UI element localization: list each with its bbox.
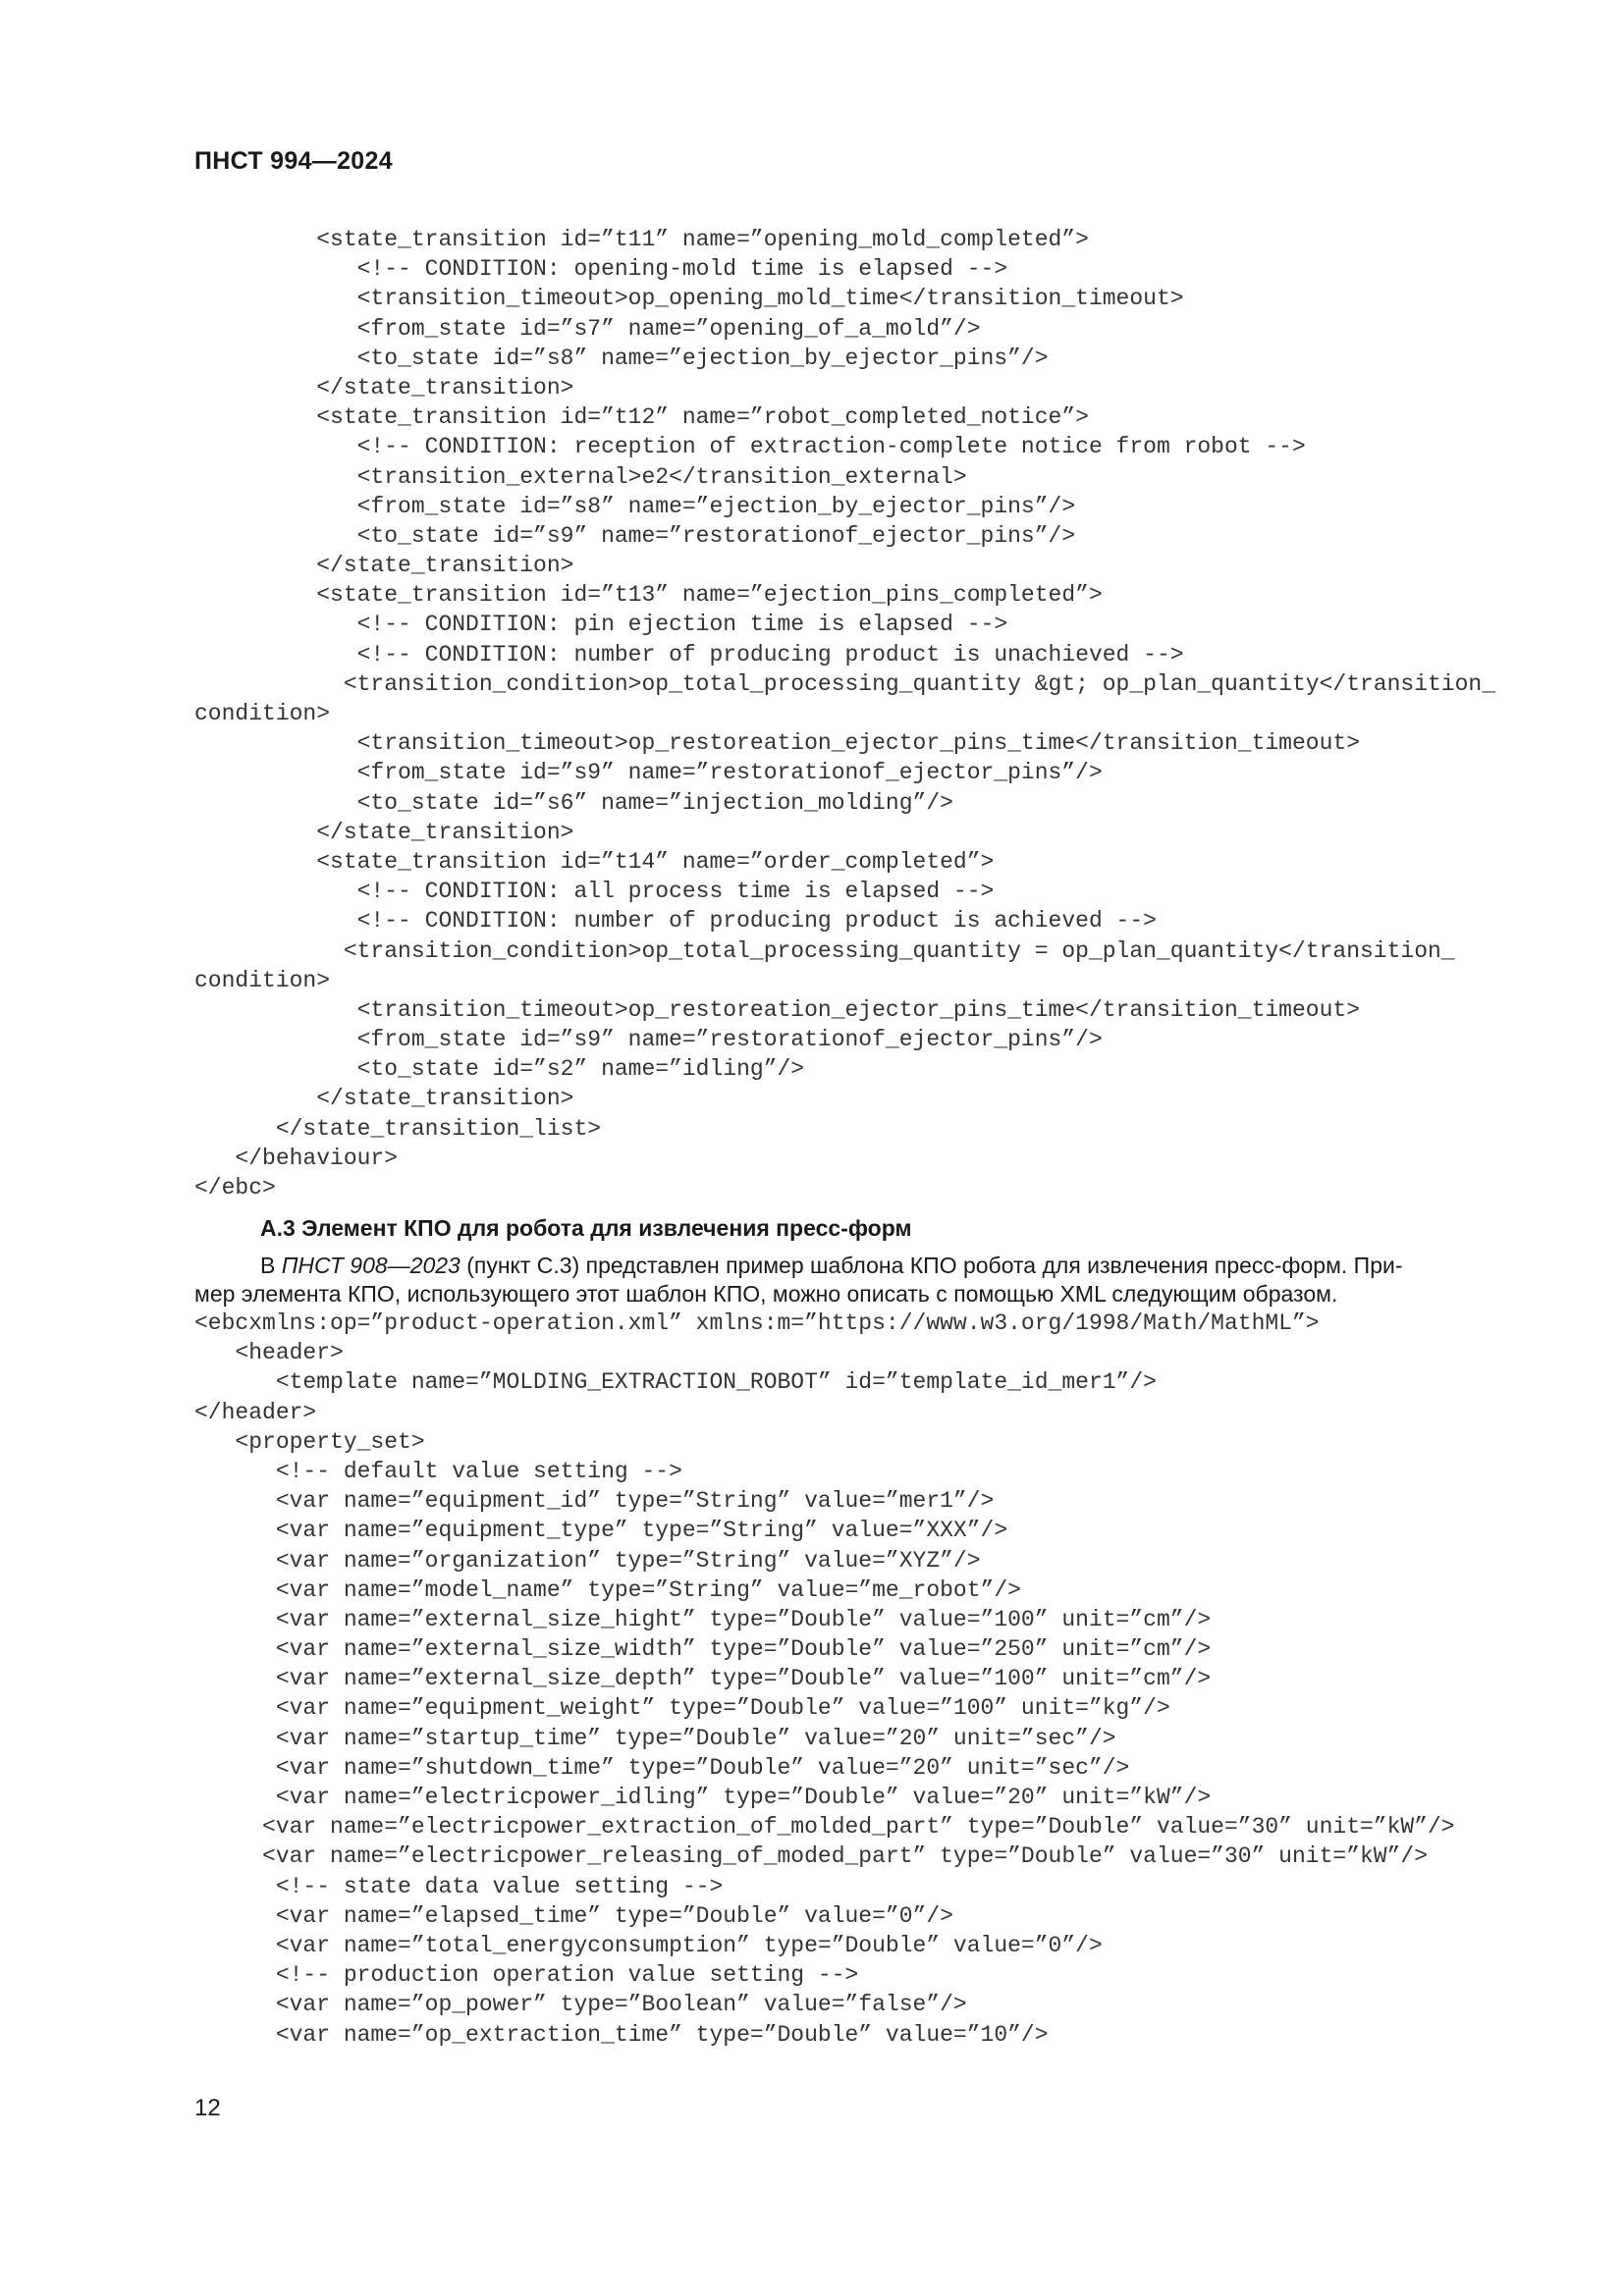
code-line: <var name=”equipment_id” type=”String” value=”mer1”/> <box>194 1488 995 1515</box>
code-line: <var name=”elapsed_time” type=”Double” value=”0”/> <box>194 1902 953 1929</box>
code-line: <state_transition id=”t14” name=”order_completed”> <box>194 848 995 875</box>
section-heading: А.3 Элемент КПО для робота для извлечения пресс-форм <box>260 1215 912 1241</box>
code-line: <!-- production operation value setting --> <box>194 1962 859 1989</box>
code-line: </state_transition> <box>194 819 574 845</box>
code-line: <var name=”electricpower_releasing_of_moded_part” type=”Double” value=”30” unit=”kW”/> <box>194 1843 1429 1870</box>
code-line: <to_state id=”s2” name=”idling”/> <box>194 1056 805 1083</box>
code-line: </behaviour> <box>194 1145 399 1171</box>
code-line: <!-- CONDITION: number of producing product is achieved --> <box>194 908 1157 934</box>
code-line: <var name=”total_energyconsumption” type=”Double” value=”0”/> <box>194 1932 1103 1958</box>
code-line: <var name=”equipment_type” type=”String” value=”XXX”/> <box>194 1518 1008 1544</box>
code-line: <var name=”op_extraction_time” type=”Double” value=”10”/> <box>194 2021 1049 2048</box>
code-line: <transition_timeout>op_restoreation_ejector_pins_time</transition_timeout> <box>194 996 1360 1023</box>
code-line: <to_state id=”s8” name=”ejection_by_ejector_pins”/> <box>194 345 1049 371</box>
document-code-header: ПНСТ 994—2024 <box>194 147 393 175</box>
code-line: <var name=”organization” type=”String” value=”XYZ”/> <box>194 1547 981 1574</box>
code-line: <!-- CONDITION: reception of extraction-complete notice from robot --> <box>194 434 1306 460</box>
code-line: <transition_condition>op_total_processing_quantity = op_plan_quantity</transition_ <box>194 937 1455 964</box>
code-line: <!-- CONDITION: number of producing product is unachieved --> <box>194 641 1184 667</box>
paragraph-line: мер элемента КПО, использующего этот шаблон КПО, можно описать с помощью XML следующим образом. <box>194 1281 1338 1307</box>
xml-code-block-top <box>194 225 1520 1202</box>
code-line: <from_state id=”s9” name=”restorationof_ejector_pins”/> <box>194 760 1103 786</box>
code-line: <to_state id=”s6” name=”injection_molding”/> <box>194 789 953 816</box>
code-line: <template name=”MOLDING_EXTRACTION_ROBOT” id=”template_id_mer1”/> <box>194 1369 1157 1396</box>
code-line: <!-- state data value setting --> <box>194 1873 724 1899</box>
code-line: <from_state id=”s9” name=”restorationof_ejector_pins”/> <box>194 1027 1103 1053</box>
code-line: <from_state id=”s7” name=”opening_of_a_mold”/> <box>194 315 981 342</box>
paragraph-line <box>194 1252 1520 1280</box>
code-line: <var name=”external_size_width” type=”Double” value=”250” unit=”cm”/> <box>194 1636 1212 1663</box>
code-line: <var name=”op_power” type=”Boolean” value=”false”/> <box>194 1992 967 2018</box>
code-line: <var name=”shutdown_time” type=”Double” value=”20” unit=”sec”/> <box>194 1754 1130 1781</box>
standard-reference: ПНСТ 908—2023 <box>281 1253 460 1278</box>
code-line: </state_transition> <box>194 553 574 579</box>
code-line: <var name=”model_name” type=”String” value=”me_robot”/> <box>194 1576 1021 1603</box>
code-line: condition> <box>194 967 331 993</box>
section-paragraph <box>194 1252 1520 1308</box>
code-line: </state_transition_list> <box>194 1115 602 1142</box>
code-line: <ebcxmlns:op=”product-operation.xml” xmlns:m=”https://www.w3.org/1998/Math/MathML”> <box>194 1310 1320 1336</box>
code-line: <transition_timeout>op_restoreation_ejector_pins_time</transition_timeout> <box>194 730 1360 757</box>
code-line: <!-- default value setting --> <box>194 1458 682 1484</box>
code-line: <var name=”startup_time” type=”Double” value=”20” unit=”sec”/> <box>194 1725 1116 1751</box>
code-line: <var name=”electricpower_extraction_of_molded_part” type=”Double” value=”30” unit=”kW”/> <box>194 1814 1455 1841</box>
code-line: <header> <box>194 1340 344 1366</box>
page-number: 12 <box>194 2095 221 2121</box>
xml-code-block-bottom <box>194 1308 1520 2050</box>
code-line: <var name=”electricpower_idling” type=”Double” value=”20” unit=”kW”/> <box>194 1785 1212 1810</box>
paragraph-text: (пункт С.3) представлен пример шаблона КПО робота для извлечения пресс-форм. При- <box>460 1253 1403 1278</box>
code-line: <!-- CONDITION: pin ejection time is elapsed --> <box>194 612 1008 638</box>
code-line: <!-- CONDITION: opening-mold time is elapsed --> <box>194 256 1008 283</box>
code-line: </ebc> <box>194 1175 276 1201</box>
code-line: <to_state id=”s9” name=”restorationof_ejector_pins”/> <box>194 522 1076 549</box>
code-line: <state_transition id=”t13” name=”ejection_pins_completed”> <box>194 582 1103 609</box>
code-line: <var name=”equipment_weight” type=”Double” value=”100” unit=”kg”/> <box>194 1695 1170 1722</box>
code-line: condition> <box>194 701 331 726</box>
paragraph-text: В <box>260 1253 282 1278</box>
code-line: </state_transition> <box>194 1086 574 1112</box>
code-line: <transition_timeout>op_opening_mold_time</transition_timeout> <box>194 286 1184 312</box>
code-line: <from_state id=”s8” name=”ejection_by_ejector_pins”/> <box>194 493 1076 519</box>
code-line: <state_transition id=”t11” name=”opening_mold_completed”> <box>194 227 1089 252</box>
code-line: <transition_condition>op_total_processing_quantity &gt; op_plan_quantity</transition_ <box>194 670 1496 697</box>
code-line: <var name=”external_size_depth” type=”Double” value=”100” unit=”cm”/> <box>194 1666 1212 1692</box>
code-line: </state_transition> <box>194 374 574 400</box>
code-line: <!-- CONDITION: all process time is elapsed --> <box>194 879 995 905</box>
code-line: <property_set> <box>194 1428 425 1455</box>
code-line: <state_transition id=”t12” name=”robot_completed_notice”> <box>194 404 1089 431</box>
code-line: <transition_external>e2</transition_external> <box>194 463 967 490</box>
code-line: </header> <box>194 1399 317 1425</box>
code-line: <var name=”external_size_hight” type=”Double” value=”100” unit=”cm”/> <box>194 1606 1212 1632</box>
